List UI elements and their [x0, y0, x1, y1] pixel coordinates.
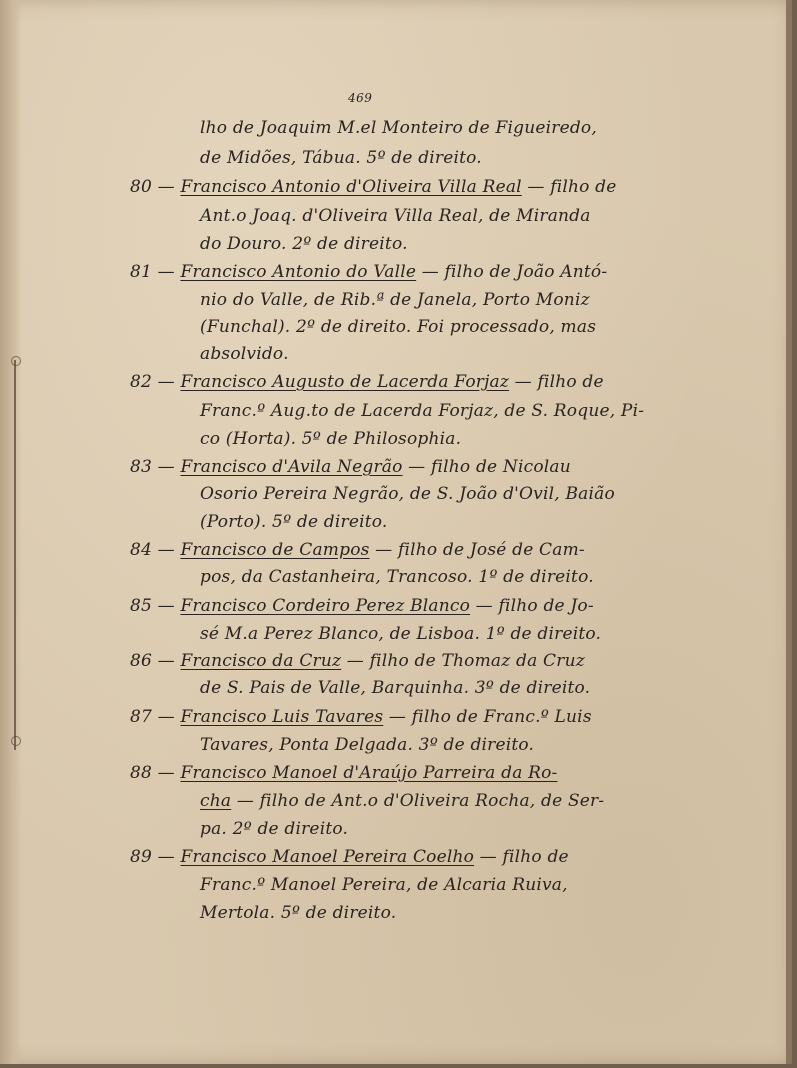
entry-number: 86 — — [130, 651, 181, 671]
student-name: Francisco Manoel d'Araújo Parreira da Ro- — [180, 763, 558, 783]
entry-80 — [130, 177, 617, 197]
text-segment: — filho de Ant.o d'Oliveira Rocha, de Ser- — [231, 791, 605, 811]
text-line: co (Horta). 5º de Philosophia. — [200, 429, 462, 449]
entry-number: 87 — — [130, 707, 181, 727]
entry-83 — [130, 457, 571, 477]
student-name: Francisco Antonio do Valle — [180, 262, 417, 282]
entry-81 — [130, 262, 607, 282]
text-line: absolvido. — [200, 344, 289, 364]
page-number: 469 — [348, 91, 373, 105]
entry-89 — [130, 847, 569, 867]
text-segment: — filho de Thomaz da Cruz — [341, 651, 585, 671]
entry-number: 82 — — [130, 372, 181, 392]
student-name: Francisco Manoel Pereira Coelho — [180, 847, 475, 867]
binding-hole-mark — [11, 356, 21, 366]
entry-84 — [130, 540, 585, 560]
text-segment: — filho de Jo- — [470, 596, 594, 616]
student-name: Francisco Luis Tavares — [180, 707, 384, 727]
binding-hole-mark — [11, 736, 21, 746]
entry-number: 80 — — [130, 177, 181, 197]
entry-85 — [130, 596, 594, 616]
text-line: Tavares, Ponta Delgada. 3º de direito. — [200, 735, 535, 755]
page-right-edge — [786, 0, 792, 1064]
entry-86 — [130, 651, 585, 671]
text-segment: — filho de José de Cam- — [369, 540, 585, 560]
entry-88-continued — [200, 791, 604, 811]
student-name: cha — [200, 791, 232, 811]
student-name: Francisco Cordeiro Perez Blanco — [180, 596, 471, 616]
text-segment: — filho de — [509, 372, 604, 392]
page-left-edge — [0, 0, 22, 1064]
entry-number: 88 — — [130, 763, 181, 783]
student-name: Francisco Augusto de Lacerda Forjaz — [180, 372, 510, 392]
text-line: pos, da Castanheira, Trancoso. 1º de direito. — [200, 567, 594, 587]
text-line: Franc.º Manoel Pereira, de Alcaria Ruiva, — [200, 875, 568, 895]
text-segment: — filho de — [474, 847, 569, 867]
entry-number: 89 — — [130, 847, 181, 867]
student-name: Francisco da Cruz — [180, 651, 342, 671]
entry-number: 85 — — [130, 596, 181, 616]
entry-number: 83 — — [130, 457, 181, 477]
text-line: lho de Joaquim M.el Monteiro de Figueiredo, — [200, 118, 597, 138]
student-name: Francisco Antonio d'Oliveira Villa Real — [180, 177, 522, 197]
entry-87 — [130, 707, 592, 727]
student-name: Francisco d'Avila Negrão — [180, 457, 403, 477]
text-segment: — filho de Nicolau — [402, 457, 571, 477]
entry-number: 81 — — [130, 262, 181, 282]
entry-88 — [130, 763, 558, 783]
text-line: Osorio Pereira Negrão, de S. João d'Ovil, Baião — [200, 484, 615, 504]
text-line: Franc.º Aug.to de Lacerda Forjaz, de S. Roque, Pi- — [200, 401, 645, 421]
text-line: (Porto). 5º de direito. — [200, 512, 388, 532]
text-segment: — filho de João Antó- — [416, 262, 608, 282]
text-line: sé M.a Perez Blanco, de Lisboa. 1º de direito. — [200, 624, 602, 644]
entry-82 — [130, 372, 604, 392]
entry-number: 84 — — [130, 540, 181, 560]
text-segment: — filho de — [521, 177, 617, 197]
text-line: do Douro. 2º de direito. — [200, 234, 408, 254]
text-line: Mertola. 5º de direito. — [200, 903, 397, 923]
text-line: Ant.o Joaq. d'Oliveira Villa Real, de Miranda — [200, 206, 591, 226]
text-line: (Funchal). 2º de direito. Foi processado, mas — [200, 317, 597, 337]
student-name: Francisco de Campos — [180, 540, 370, 560]
text-line: de Midões, Tábua. 5º de direito. — [200, 148, 482, 168]
text-line: nio do Valle, de Rib.ª de Janela, Porto Moniz — [200, 290, 590, 310]
text-segment: — filho de Franc.º Luis — [383, 707, 592, 727]
text-line: pa. 2º de direito. — [200, 819, 349, 839]
binding-margin-line — [14, 360, 16, 750]
text-line: de S. Pais de Valle, Barquinha. 3º de direito. — [200, 678, 591, 698]
